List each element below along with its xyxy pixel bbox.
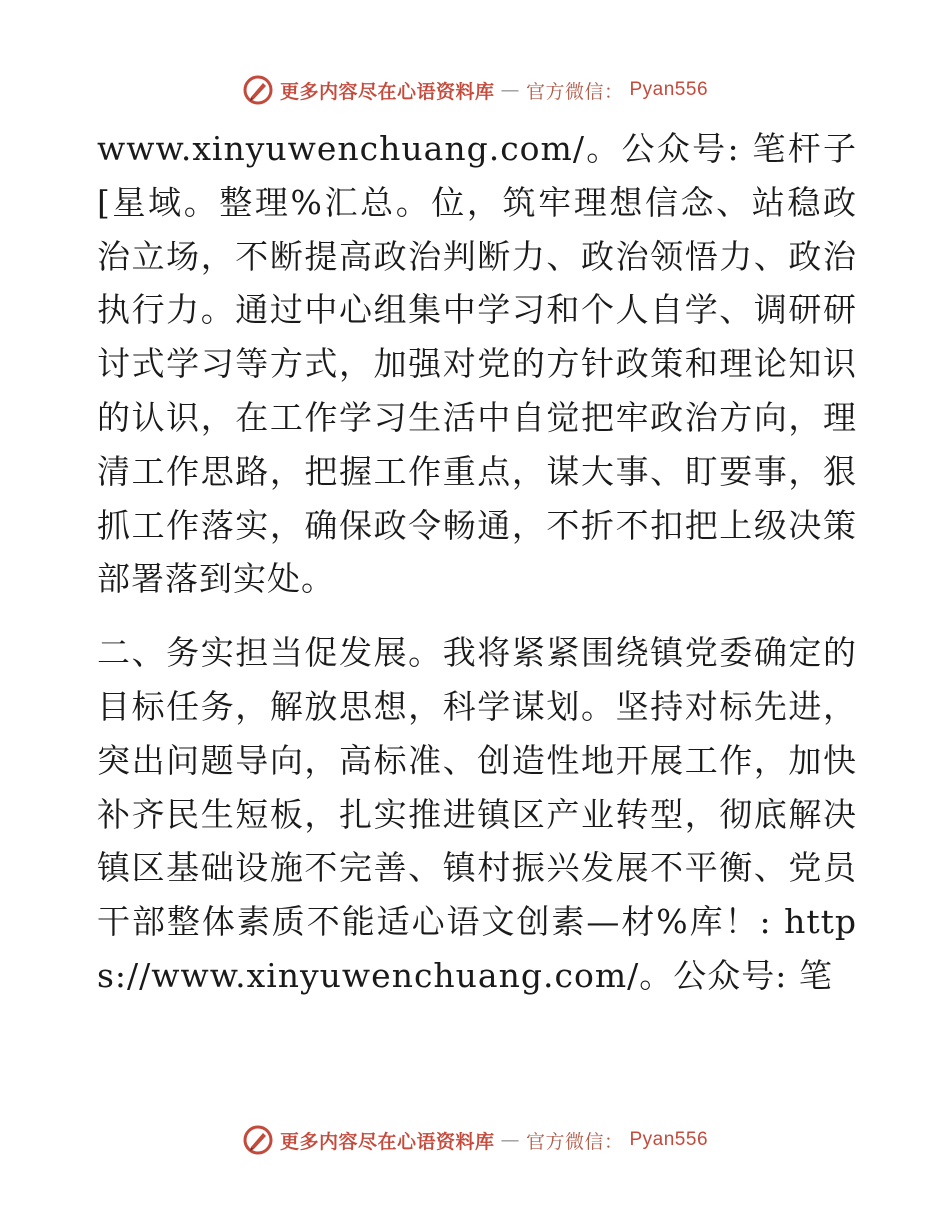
banner-wechat-id: Pyan556	[629, 79, 709, 100]
pen-logo-icon	[242, 74, 274, 106]
banner-main-text: 更多内容尽在心语资料库	[279, 1130, 495, 1153]
banner-wechat-label: 官方微信：	[525, 80, 624, 103]
document-body	[97, 122, 857, 1003]
banner-separator: —	[500, 79, 520, 101]
header-banner	[0, 70, 950, 110]
banner-wechat-id: Pyan556	[629, 1129, 709, 1150]
banner-wechat-label: 官方微信：	[525, 1130, 624, 1153]
banner-separator: —	[500, 1129, 520, 1151]
paragraph-1: www.xinyuwenchuang.com/。公众号: 笔杆子[星域。整理%汇总。位，筑牢理想信念、站稳政治立场，不断提高政治判断力、政治领悟力、政治执行力。通过中心组集中学习和个人自学、调研研讨式学习等方式，加强对党的方针政策和理论知识的认识，在工作学习生活中自觉把牢政治方向，理清工作思路，把握工作重点，谋大事、盯要事，狠抓工作落实，确保政令畅通，不折不扣把上级决策部署落到实处。	[97, 129, 857, 599]
pen-logo-icon	[242, 1124, 274, 1156]
footer-banner	[0, 1120, 950, 1160]
banner-main-text: 更多内容尽在心语资料库	[279, 80, 495, 103]
paragraph-2: 二、务实担当促发展。我将紧紧围绕镇党委确定的目标任务，解放思想，科学谋划。坚持对标先进，突出问题导向，高标准、创造性地开展工作，加快补齐民生短板，扎实推进镇区产业转型，彻底解决镇区基础设施不完善、镇村振兴发展不平衡、党员干部整体素质不能适心语文创素—材%库！: https://www.xinyuwenchuang.com/。公众号: 笔	[97, 633, 857, 995]
